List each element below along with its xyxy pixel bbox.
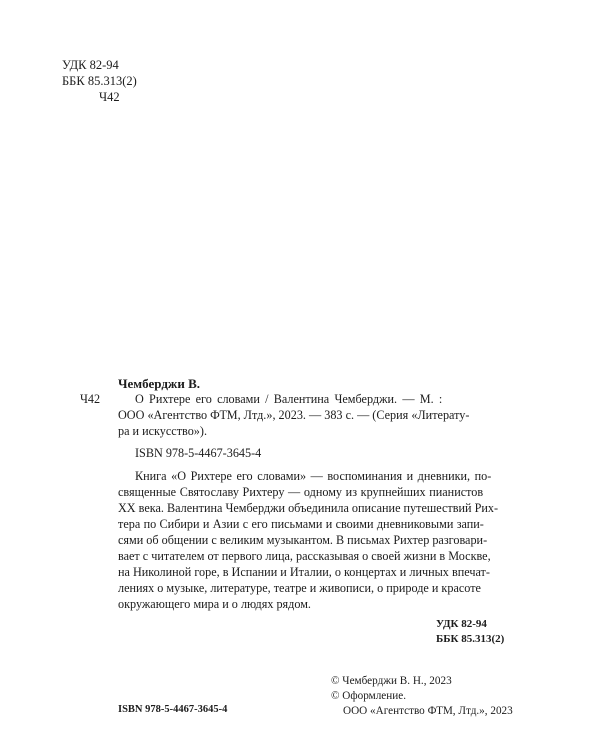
annotation-line: вает с читателем от первого лица, рассказывая о своей жизни в Москве, xyxy=(118,549,491,563)
right-udk: УДК 82-94 xyxy=(436,618,487,630)
annotation-line: сями об общении с великим музыкантом. В письмах Рихтер разговари- xyxy=(118,533,488,547)
bib-author-mark: Ч42 xyxy=(80,392,101,406)
copyright-line: © Чемберджи В. Н., 2023 xyxy=(331,675,452,687)
bottom-isbn: ISBN 978-5-4467-3645-4 xyxy=(118,704,228,715)
annotation-line: лениях о музыке, литературе, театре и живописи, о природе и красоте xyxy=(118,581,481,595)
annotation-line: священные Святославу Рихтеру — одному из крупнейших пианистов xyxy=(118,485,484,499)
annotation-line: тера по Сибири и Азии с его письмами и своими дневниковыми запи- xyxy=(118,517,484,531)
right-bbk: ББК 85.313(2) xyxy=(436,633,505,645)
copyright-line: ООО «Агентство ФТМ, Лтд.», 2023 xyxy=(343,705,513,717)
bib-isbn: ISBN 978-5-4467-3645-4 xyxy=(135,446,262,460)
bib-entry-line: ра и искусство»). xyxy=(118,424,208,438)
bib-author: Чемберджи В. xyxy=(118,376,200,391)
bib-entry-line: О Рихтере его словами / Валентина Чемберджи. — М. : xyxy=(135,392,443,406)
annotation-line: Книга «О Рихтере его словами» — воспоминания и дневники, по- xyxy=(135,469,492,483)
bib-entry-line: ООО «Агентство ФТМ, Лтд.», 2023. — 383 с. — (Серия «Литерату- xyxy=(118,408,470,422)
annotation-line: XX века. Валентина Чемберджи объединила описание путешествий Рих- xyxy=(118,501,499,515)
annotation-line: на Николиной горе, в Испании и Италии, о концертах и личных впечат- xyxy=(118,565,490,579)
top-author-mark: Ч42 xyxy=(99,90,120,104)
top-bbk: ББК 85.313(2) xyxy=(62,74,137,88)
annotation-line: окружающего мира и о людях рядом. xyxy=(118,597,311,611)
top-udk: УДК 82-94 xyxy=(62,58,119,72)
copyright-line: © Оформление. xyxy=(331,690,407,702)
